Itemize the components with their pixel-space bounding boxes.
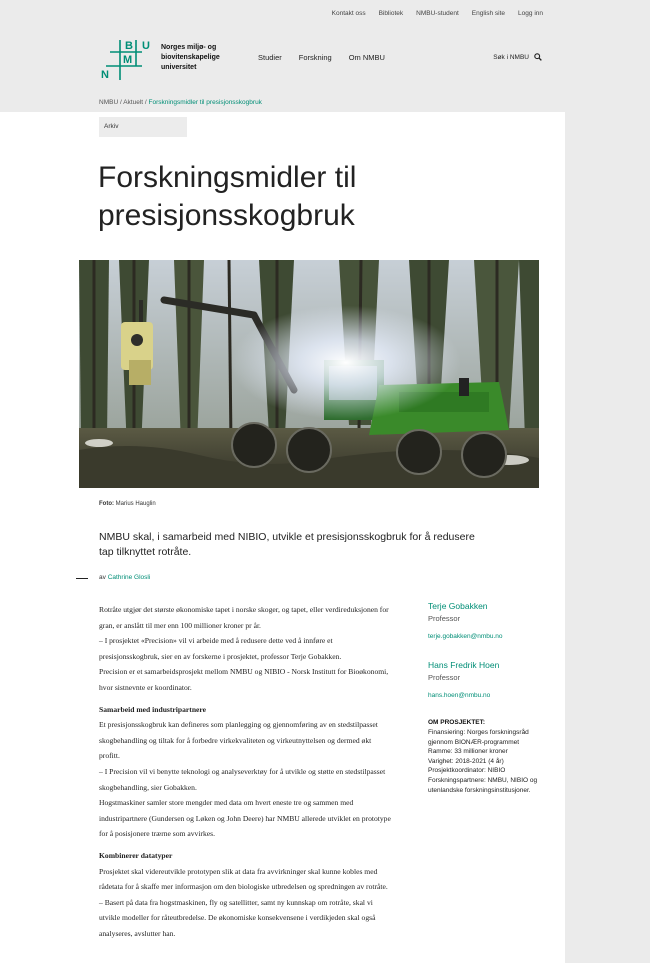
body-paragraph: Hogstmaskiner samler store mengder med data om hvert eneste tre og sammen med industripartnere (Gundersen og Løken og John Deere) har NMBU allerede utviklet en prototype for å posisjonere trærne som avvirkes. [99,798,391,839]
main-nav [258,53,385,62]
nmbu-logo[interactable] [98,36,154,82]
contact-role: Professor [428,673,461,682]
breadcrumb-section[interactable]: Aktuelt [123,99,144,106]
english-site-link[interactable]: English site [471,10,506,17]
search-label: Søk i NMBU [493,53,529,61]
search-button[interactable] [493,53,542,61]
search-icon [534,53,542,61]
contact-card [428,659,548,701]
author-divider [76,578,88,579]
project-heading: OM PROSJEKTET: [428,719,486,726]
contact-email[interactable]: hans.hoen@nmbu.no [428,692,491,699]
body-paragraph: – Basert på data fra hogstmaskinen, fly og satellitter, samt ny kunnskap om rotråte, skal vi utvikle modeller for råteutbredelse. De økonomiske konsekvensene i verdikjeden skal også analyseres, avslutter han. [99,897,376,938]
author-byline: av Cathrine Glosli [99,574,151,581]
nav-forskning[interactable]: Forskning [298,53,332,62]
body-paragraph: Prosjektet skal videreutvikle prototypen slik at data fra avvirkninger skal kunne kobles med rådetata for å skaffe mer informasjon om den biologiske utbredelsen og spredningen av rotråte. [99,866,388,892]
logo-letter-n: N [101,69,109,81]
logo-letter-m: M [123,54,133,66]
breadcrumb: NMBU / Aktuelt / Forskningsmidler til presisjonsskogbruk [99,99,262,106]
login-link[interactable]: Logg inn [518,10,543,17]
body-paragraph: – I Precision vil vi benytte teknologi og analyseverktøy for å utvikle og støtte en stedstilpasset skogbehandling, sier Gobakken. [99,766,386,792]
breadcrumb-current: Forskningsmidler til presisjonsskogbruk [148,99,262,106]
article-content [0,112,565,963]
page-title: Forskningsmidler til presisjonsskogbruk [98,161,357,232]
article-body [99,602,394,941]
contact-role: Professor [428,614,461,623]
body-paragraph: – I prosjektet «Precision» vil vi arbeide med å redusere dette ved å innføre et presisjonsskogbruk, sier en av forskerne i prosjektet, professor Terje Gobakken. [99,636,342,661]
logo-letter-b: B [125,40,133,52]
archive-button[interactable]: Arkiv [99,117,187,137]
body-paragraph: Rotråte utgjør det største økonomiske tapet i norske skoger, og tapet, eller verdireduksjonen for gran, er anslått til mer enn 100 millioner kroner pr år. [99,605,389,630]
library-link[interactable]: Bibliotek [378,10,404,17]
body-paragraph: Et presisjonsskogbruk kan defineres som planlegging og gjennomføring av en stedstilpasset skogbehandling og tiltak for å forbedre virkekvaliteten og virkeutnyttelsen og dermed økt profitt. [99,720,378,761]
photo-credit: Foto: Marius Hauglin [99,501,156,507]
section-heading-datatypes: Kombinerer datatyper [99,850,173,860]
logo-letter-u: U [142,40,150,52]
contact-link[interactable]: Kontakt oss [331,10,366,17]
nav-om-nmbu[interactable]: Om NMBU [348,53,385,62]
student-link[interactable]: NMBU-student [416,10,459,17]
contact-card [428,600,548,642]
project-info: Finansiering: Norges forskningsråd gjennom BIONÆR-programmet Ramme: 33 millioner kroner Varighet: 2018-2021 (4 år) Prosjektkoordinator: NIBIO Forskningspartnere: NMBU, NIBIO og utenlandske forskningsinstitusjoner. [428,729,538,794]
breadcrumb-root[interactable]: NMBU [99,99,119,106]
lead-paragraph: NMBU skal, i samarbeid med NIBIO, utvikle et presisjonsskogbruk for å redusere tap tilknyttet rotråte. [99,531,475,558]
body-paragraph: Precision er et samarbeidsprosjekt mellom NMBU og NIBIO - Norsk Institutt for Bioøkonomi, hvor sistnevnte er koordinator. [99,667,389,692]
utility-links [332,10,543,17]
section-heading-partners: Samarbeid med industripartnere [99,704,207,714]
utility-bar [0,0,650,31]
article-sidebar [428,600,548,795]
site-header [0,30,650,114]
contact-name[interactable]: Terje Gobakken [428,601,488,611]
nav-studier[interactable]: Studier [258,53,282,62]
logo-text[interactable]: Norges miljø- og biovitenskapelige universitet [161,44,220,71]
author-link[interactable]: Cathrine Glosli [107,574,151,581]
hero-image [79,260,539,488]
contact-email[interactable]: terje.gobakken@nmbu.no [428,633,503,640]
contact-name[interactable]: Hans Fredrik Hoen [428,660,500,670]
